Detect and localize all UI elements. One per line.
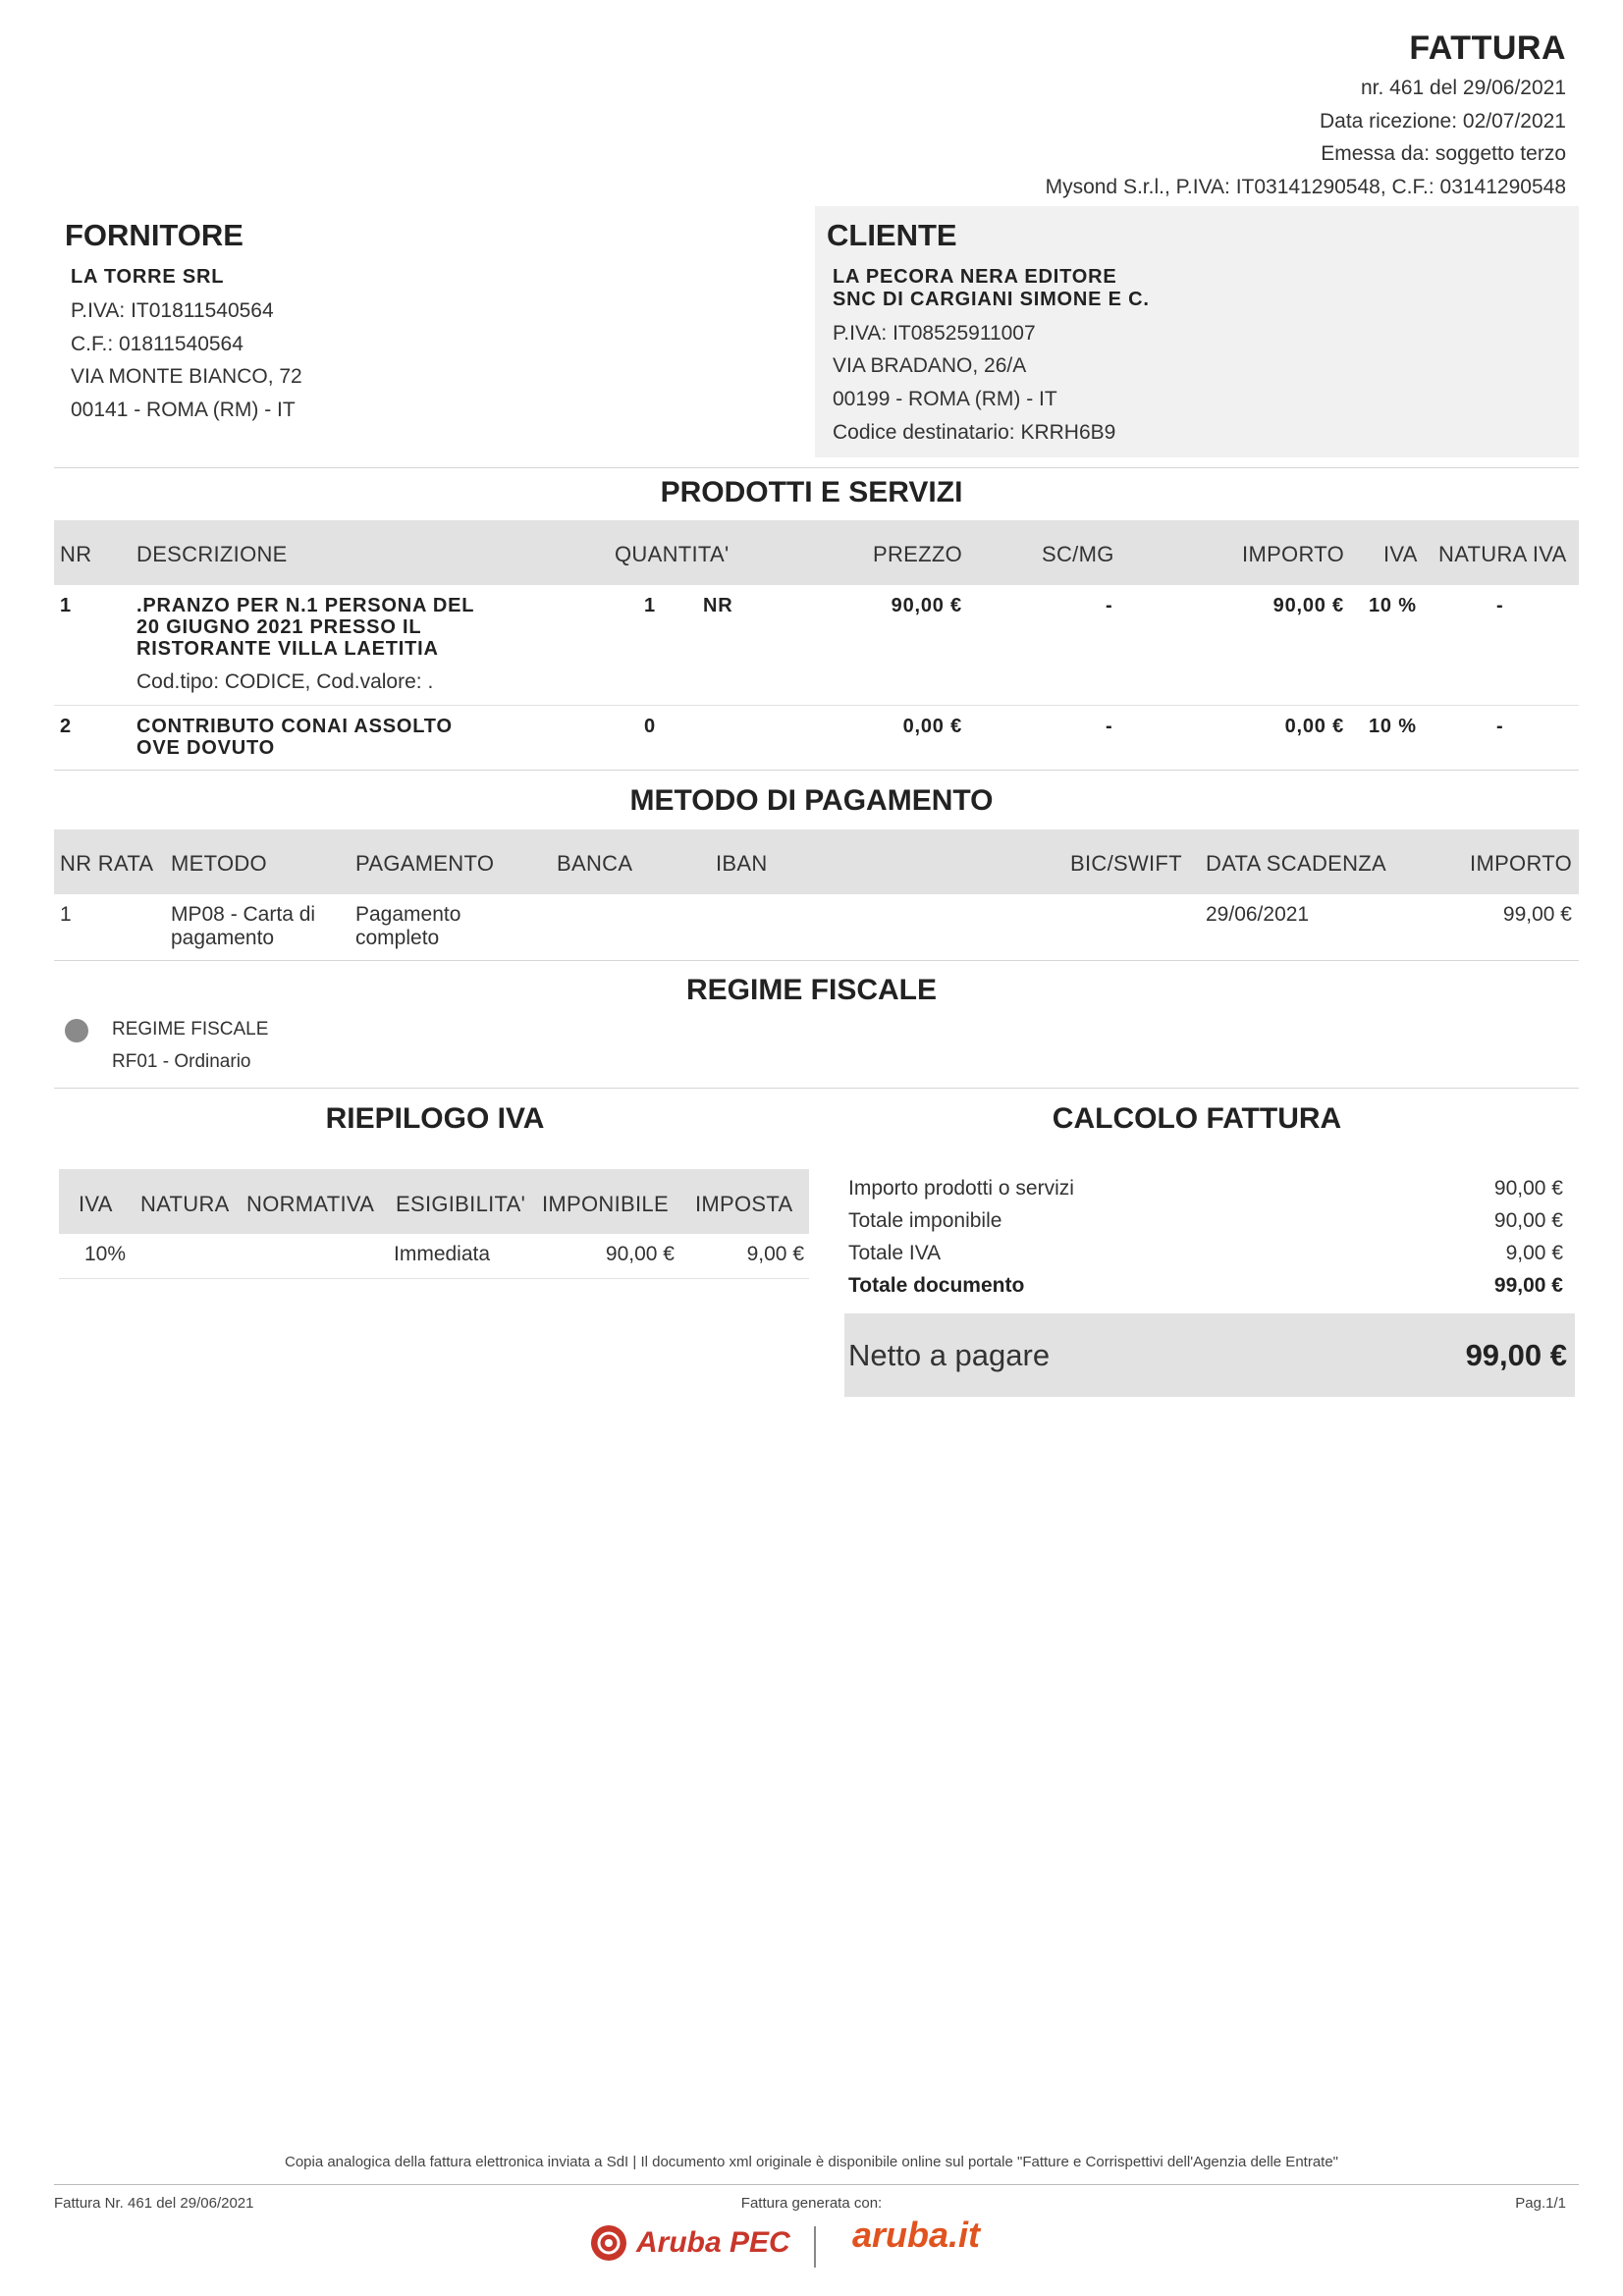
client-piva: P.IVA: IT08525911007 bbox=[833, 322, 1036, 345]
th-nr-rata: NR RATA bbox=[60, 851, 154, 876]
aruba-pec-seal-icon bbox=[589, 2223, 628, 2263]
row1-nr: 1 bbox=[60, 595, 72, 616]
row2-desc-line2: OVE DOVUTO bbox=[136, 737, 275, 759]
vat-row-chargeability: Immediata bbox=[394, 1243, 491, 1265]
fiscal-regime-label: REGIME FISCALE bbox=[112, 1019, 269, 1040]
row1-desc-line1: .PRANZO PER N.1 PERSONA DEL bbox=[136, 595, 475, 616]
calc-value-taxable: 90,00 € bbox=[1493, 1209, 1563, 1232]
net-payable-value: 99,00 € bbox=[1465, 1338, 1567, 1372]
row1-code: Cod.tipo: CODICE, Cod.valore: . bbox=[136, 670, 434, 693]
row1-amount: 90,00 € bbox=[1272, 595, 1344, 616]
payment-amount: 99,00 € bbox=[1502, 903, 1572, 926]
vat-row-taxable: 90,00 € bbox=[605, 1243, 675, 1265]
th-iban: IBAN bbox=[716, 851, 768, 876]
client-city: 00199 - ROMA (RM) - IT bbox=[833, 388, 1057, 410]
divider bbox=[59, 1278, 809, 1279]
supplier-city: 00141 - ROMA (RM) - IT bbox=[71, 399, 296, 421]
payment-nr-rata: 1 bbox=[60, 903, 72, 926]
row2-desc-line1: CONTRIBUTO CONAI ASSOLTO bbox=[136, 716, 453, 737]
client-name-line2: SNC DI CARGIANI SIMONE E C. bbox=[833, 289, 1150, 310]
supplier-address: VIA MONTE BIANCO, 72 bbox=[71, 365, 302, 388]
row2-amount: 0,00 € bbox=[1284, 716, 1344, 737]
th-nature: NATURA bbox=[140, 1192, 230, 1216]
row2-vat: 10 % bbox=[1369, 716, 1417, 737]
th-vat: IVA bbox=[1383, 542, 1418, 566]
row1-quantity: 1 bbox=[644, 595, 656, 616]
divider bbox=[54, 960, 1579, 961]
th-taxable: IMPONIBILE bbox=[542, 1192, 669, 1216]
payment-method-line2: pagamento bbox=[171, 927, 275, 949]
calc-value-vat: 9,00 € bbox=[1505, 1242, 1563, 1264]
th-bank: BANCA bbox=[557, 851, 633, 876]
row2-price: 0,00 € bbox=[902, 716, 962, 737]
supplier-name: LA TORRE SRL bbox=[71, 266, 225, 288]
row1-discount: - bbox=[1106, 595, 1113, 616]
products-title: PRODOTTI E SERVIZI bbox=[660, 476, 963, 508]
th-vat-rate: IVA bbox=[79, 1192, 113, 1216]
row2-nr: 2 bbox=[60, 716, 72, 737]
payment-method-line1: MP08 - Carta di bbox=[171, 903, 316, 926]
payment-type-line1: Pagamento bbox=[355, 903, 461, 926]
row2-quantity: 0 bbox=[644, 716, 656, 737]
th-amount: IMPORTO bbox=[1242, 542, 1344, 566]
th-payment: PAGAMENTO bbox=[355, 851, 495, 876]
footer-notice: Copia analogica della fattura elettronica inviata a SdI | Il documento xml originale è disponibile online sul portale "Fatture e Corrispettivi dell'Agenzia delle Entrate" bbox=[284, 2154, 1338, 2170]
th-bic: BIC/SWIFT bbox=[1070, 851, 1182, 876]
divider bbox=[54, 1088, 1579, 1089]
footer-page: Pag.1/1 bbox=[1515, 2195, 1566, 2212]
row2-discount: - bbox=[1106, 716, 1113, 737]
aruba-pec-logo-text: Aruba PEC bbox=[636, 2226, 790, 2259]
calc-line-vat: Totale IVA bbox=[848, 1242, 942, 1264]
aruba-it-logo: aruba.it bbox=[852, 2215, 981, 2255]
payment-title: METODO DI PAGAMENTO bbox=[629, 784, 994, 817]
client-recipient-code: Codice destinatario: KRRH6B9 bbox=[833, 421, 1116, 444]
calculation-title: CALCOLO FATTURA bbox=[1052, 1102, 1342, 1135]
th-nr: NR bbox=[60, 542, 92, 566]
client-title: CLIENTE bbox=[827, 218, 957, 252]
issuer-info: Mysond S.r.l., P.IVA: IT03141290548, C.F.: 03141290548 bbox=[1045, 176, 1566, 198]
aruba-pec-logo bbox=[589, 2220, 790, 2268]
received-date: Data ricezione: 02/07/2021 bbox=[1319, 110, 1566, 133]
th-method: METODO bbox=[171, 851, 267, 876]
payment-due-date: 29/06/2021 bbox=[1206, 903, 1310, 926]
vat-row-rate: 10% bbox=[84, 1243, 127, 1265]
client-address: VIA BRADANO, 26/A bbox=[833, 354, 1027, 377]
net-payable-label: Netto a pagare bbox=[848, 1338, 1051, 1372]
th-payment-amount: IMPORTO bbox=[1470, 851, 1572, 876]
divider bbox=[54, 770, 1579, 771]
calc-value-products: 90,00 € bbox=[1493, 1177, 1563, 1200]
th-discount: SC/MG bbox=[1042, 542, 1114, 566]
row2-vat-nature: - bbox=[1496, 716, 1504, 737]
vat-row-tax: 9,00 € bbox=[746, 1243, 804, 1265]
th-tax: IMPOSTA bbox=[695, 1192, 793, 1216]
fiscal-regime-value: RF01 - Ordinario bbox=[112, 1051, 251, 1072]
row1-desc-line2: 20 GIUGNO 2021 PRESSO IL bbox=[136, 616, 422, 638]
row1-desc-line3: RISTORANTE VILLA LAETITIA bbox=[136, 638, 439, 660]
payment-type-line2: completo bbox=[355, 927, 440, 949]
row1-vat: 10 % bbox=[1369, 595, 1417, 616]
issued-by: Emessa da: soggetto terzo bbox=[1321, 142, 1566, 165]
th-quantity: QUANTITA' bbox=[615, 542, 730, 566]
fiscal-regime-title: REGIME FISCALE bbox=[685, 974, 937, 1006]
vat-summary-title: RIEPILOGO IVA bbox=[325, 1102, 545, 1135]
th-price: PREZZO bbox=[872, 542, 962, 566]
row1-vat-nature: - bbox=[1496, 595, 1504, 616]
th-vat-nature: NATURA IVA bbox=[1438, 542, 1567, 566]
bullet-icon bbox=[65, 1019, 88, 1042]
supplier-cf: C.F.: 01811540564 bbox=[71, 333, 243, 355]
calc-line-taxable: Totale imponibile bbox=[848, 1209, 1002, 1232]
row1-price: 90,00 € bbox=[891, 595, 962, 616]
footer-divider bbox=[54, 2184, 1579, 2185]
row1-unit: NR bbox=[703, 595, 733, 616]
logo-separator bbox=[814, 2226, 816, 2268]
divider bbox=[54, 467, 1579, 468]
client-name-line1: LA PECORA NERA EDITORE bbox=[833, 266, 1117, 288]
document-title: FATTURA bbox=[1409, 29, 1566, 67]
calc-line-products: Importo prodotti o servizi bbox=[848, 1177, 1074, 1200]
th-description: DESCRIZIONE bbox=[136, 542, 288, 566]
invoice-number: nr. 461 del 29/06/2021 bbox=[1360, 77, 1566, 99]
calc-line-total: Totale documento bbox=[848, 1274, 1025, 1297]
th-chargeability: ESIGIBILITA' bbox=[396, 1192, 526, 1216]
row-divider bbox=[54, 705, 1579, 706]
calc-value-total: 99,00 € bbox=[1493, 1274, 1563, 1297]
th-rule: NORMATIVA bbox=[246, 1192, 375, 1216]
supplier-title: FORNITORE bbox=[65, 218, 243, 252]
supplier-piva: P.IVA: IT01811540564 bbox=[71, 299, 274, 322]
th-due-date: DATA SCADENZA bbox=[1206, 851, 1387, 876]
footer-generated-by: Fattura generata con: bbox=[740, 2195, 883, 2212]
footer-invoice-ref: Fattura Nr. 461 del 29/06/2021 bbox=[54, 2195, 254, 2212]
